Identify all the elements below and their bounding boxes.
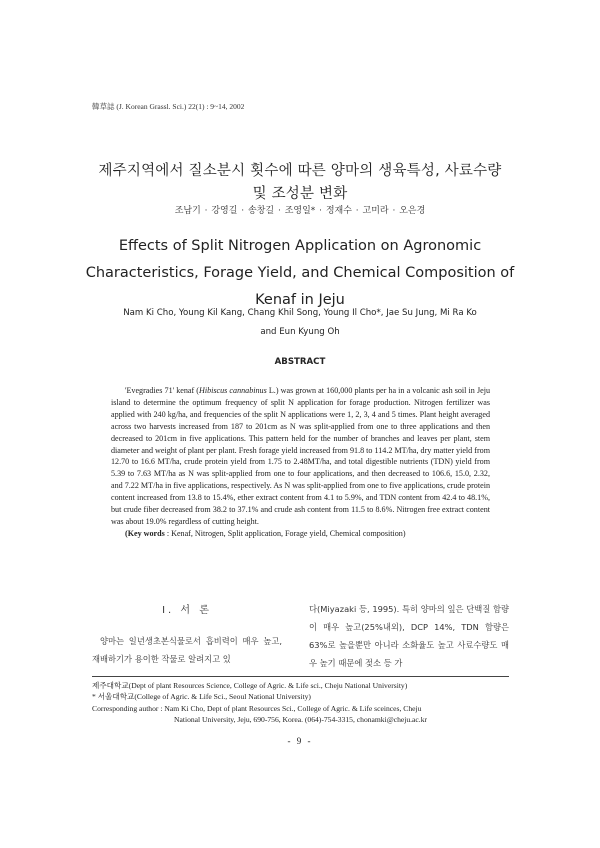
footnote-corresponding-author: Corresponding author : Nam Ki Cho, Dept of plant Resources Sci., College of Agric. & Life sceinces, Cheju: [92, 703, 422, 713]
keywords-label: (Key words: [125, 528, 165, 538]
abstract-text: L.) was grown at 160,000 plants per ha in a volcanic ash soil in Jeju island to determine the optimum frequency of split N application for forage production. Nitrogen fertilizer was applied with 240 kg/ha, and frequencies of the split N applications were 1, 2, 3, 4 and 5 times. Plant height averaged across two harvests increased from 187 to 201cm as N was split-applied from one to three applications and then decreased to 201cm in five applications. This pattern held for the number of branches and leaves per plant, stem diameter and weight of plant per plant. Fresh forage yield increased from 91.8 to 114.2 MT/ha, dry matter yield from 12.70 to 16.6 MT/ha, crude protein yield from 1.75 to 2.48MT/ha, and total digestible nutrients (TDN) yield from 5.39 to 7.63 MT/ha as N was split-applied from one to four applications, and then decreased to 106.6, 15.0, 2.32, and 7.22 MT/ha in five applications, respectively. As N was split-applied from one to five applications, crude protein content increased from 13.8 to 15.4%, ether extract content from 4.1 to 5.9%, and TDN content from 42.4 to 48.1%, but crude fiber decreased from 38.2 to 37.1% and crude ash content from 11.5 to 8.6%. Nitrogen free extract content was about 19.0% regardless of cutting height.: [111, 386, 490, 526]
keywords: [111, 528, 490, 540]
abstract-body: [111, 385, 490, 540]
page-number: - 9 -: [287, 736, 313, 746]
keywords-list: : Kenaf, Nitrogen, Split application, Forage yield, Chemical composition): [164, 528, 406, 538]
english-authors-line-2: and Eun Kyung Oh: [260, 327, 340, 337]
english-title-line-1: Effects of Split Nitrogen Application on Agronomic: [118, 238, 482, 254]
korean-title: [60, 160, 540, 206]
korean-authors: 조남기 · 강영길 · 송창길 · 조영일* · 정재수 · 고미라 · 오은경: [174, 206, 426, 216]
species-name: Hibiscus cannabinus: [198, 386, 267, 395]
english-title-line-3: Kenaf in Jeju: [255, 292, 345, 308]
korean-title-line-2: 및 조성분 변화: [252, 186, 348, 202]
footnote-affiliation-1: 제주대학교(Dept of plant Resources Science, College of Agric. & Life sci., Cheju National University): [92, 681, 408, 690]
intro-right-text: 다(Miyazaki 등, 1995). 특히 양마의 잎은 단백질 함량이 매우 높고(25%내외), DCP 14%, TDN 함량은 63%로 높을뿐만 아니라 소화율도 높고 사료수량도 매우 높기 때문에 젖소 등 가: [309, 604, 509, 668]
intro-left-text: 양마는 일년생초본식물로서 흡비력이 매우 높고, 재배하기가 용이한 작물로 알려지고 있: [92, 636, 282, 664]
english-authors: [80, 304, 520, 342]
english-title-line-2: Characteristics, Forage Yield, and Chemical Composition of: [85, 265, 515, 281]
footnote-divider: [92, 676, 509, 677]
journal-reference: 韓草誌 (J. Korean Grassl. Sci.) 22(1) : 9~14, 2002: [92, 102, 245, 111]
footnotes: [92, 680, 512, 725]
intro-right-column: [309, 600, 509, 672]
english-authors-line-1: Nam Ki Cho, Young Kil Kang, Chang Khil Song, Young Il Cho*, Jae Su Jung, Mi Ra Ko: [123, 308, 477, 318]
abstract-heading: ABSTRACT: [274, 357, 326, 367]
section-heading-introduction: Ⅰ. 서 론: [162, 605, 212, 616]
abstract-lead: 'Evegradies 71' kenaf (: [125, 386, 199, 395]
korean-title-line-1: 제주지역에서 질소분시 횟수에 따른 양마의 생육특성, 사료수량: [98, 163, 502, 179]
footnote-affiliation-2: * 서울대학교(College of Agric. & Life Sci., Seoul National University): [92, 692, 311, 702]
footnote-contact: National University, Jeju, 690-756, Korea. (064)-754-3315, chonamki@cheju.ac.kr: [174, 714, 428, 724]
abstract-paragraph: [111, 385, 490, 528]
intro-left-column: [92, 601, 282, 668]
english-title: [60, 233, 540, 314]
